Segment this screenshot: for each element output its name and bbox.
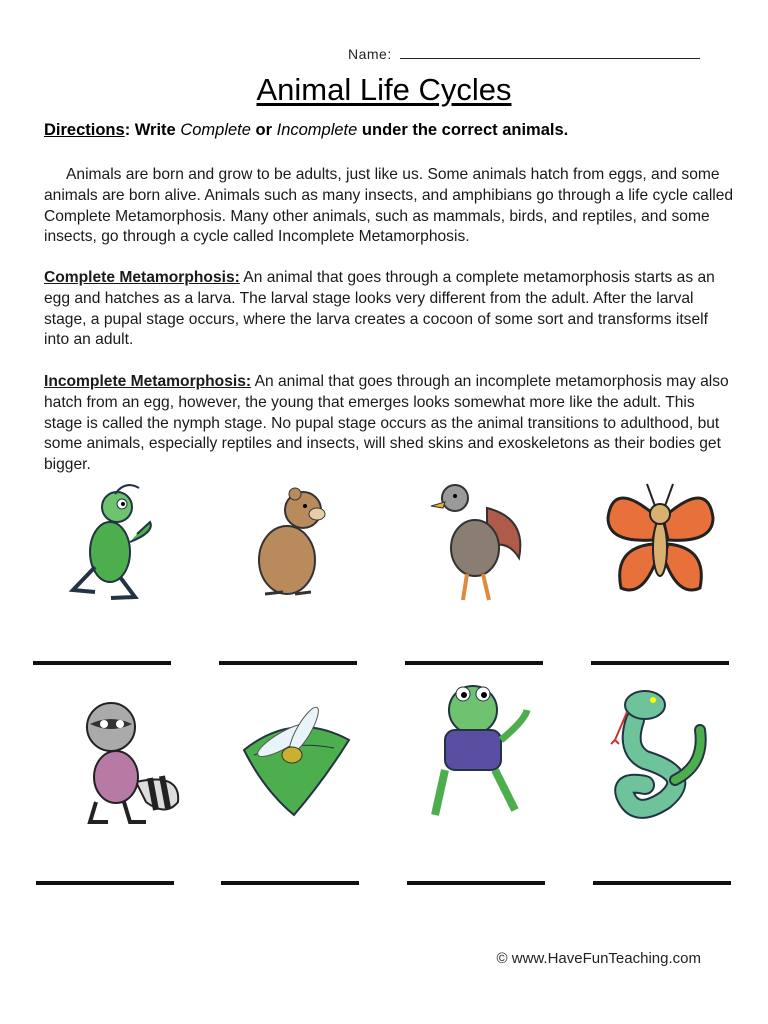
answer-line-raccoon[interactable]	[36, 881, 174, 885]
dragonfly-icon	[234, 700, 374, 820]
copyright-footer: © www.HaveFunTeaching.com	[496, 950, 701, 967]
option-incomplete: Incomplete	[276, 121, 358, 139]
name-field[interactable]	[348, 46, 700, 62]
complete-text: An animal that goes through a complete metamorphosis starts as an egg and hatches as a larva. The larval stage looks very different from the adult. After the larval stage, a pupal stage occurs, where the larva creates a cocoon of some sort and transforms itself into an adult.	[44, 269, 715, 349]
answer-line-snake[interactable]	[593, 881, 731, 885]
raccoon-icon	[66, 692, 206, 827]
frog-icon	[415, 680, 555, 825]
answer-line-bear[interactable]	[219, 661, 357, 665]
butterfly-icon	[603, 478, 743, 604]
incomplete-paragraph	[44, 372, 734, 476]
directions-text-end: under the correct animals.	[357, 121, 569, 139]
answer-line-frog[interactable]	[407, 881, 545, 885]
page-title: Animal Life Cycles	[256, 72, 512, 107]
name-label: Name:	[348, 46, 397, 62]
answer-line-grasshopper[interactable]	[33, 661, 171, 665]
complete-paragraph	[44, 268, 734, 351]
directions	[44, 121, 568, 140]
complete-heading: Complete Metamorphosis:	[44, 269, 240, 286]
name-blank-line[interactable]	[400, 46, 700, 59]
directions-label: Directions	[44, 121, 125, 139]
turkey-icon	[427, 478, 567, 606]
bear-icon	[245, 482, 385, 602]
intro-paragraph: Animals are born and grow to be adults, just like us. Some animals hatch from eggs, and some animals are born alive. Animals such as many insects, and amphibians go through a life cycle called Complete Metamorphosis. Many other animals, such as mammals, birds, and reptiles, and some insects, go through a cycle called Incomplete Metamorphosis.	[44, 166, 734, 246]
directions-text: : Write	[124, 121, 181, 139]
answer-line-butterfly[interactable]	[591, 661, 729, 665]
answer-line-turkey[interactable]	[405, 661, 543, 665]
incomplete-text: An animal that goes through an incomplete metamorphosis may also hatch from an egg, however, the young that emerges looks somewhat more like the adult. This stage is called the nymph stage. No pupal stage occurs as the animal transitions to adulthood, but some animals, especially reptiles and insects, will shed skins and exoskeletons as their bodies get bigger.	[44, 373, 729, 474]
incomplete-heading: Incomplete Metamorphosis:	[44, 373, 252, 390]
directions-connector: or	[250, 121, 277, 139]
answer-line-dragonfly[interactable]	[221, 881, 359, 885]
option-complete: Complete	[180, 121, 251, 139]
grasshopper-icon	[55, 482, 195, 602]
snake-icon	[605, 680, 745, 825]
